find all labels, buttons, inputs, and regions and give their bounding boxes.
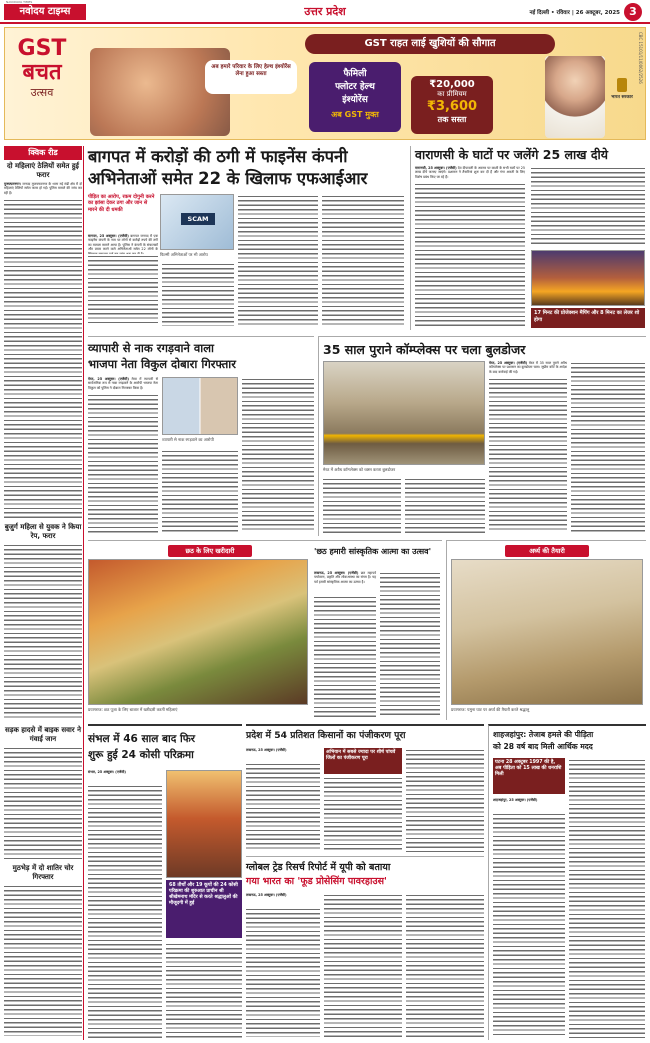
- ad-price-label: का प्रीमियम: [437, 90, 467, 98]
- emblem-icon: [617, 78, 627, 92]
- ad-tagline: GST राहत लाई खुशियों की सौगात: [305, 34, 555, 54]
- sidebar-story3-columns: [4, 746, 82, 860]
- bjp-col3: [242, 377, 314, 533]
- varanasi-box: 17 मिनट की प्रोजेक्शन मैपिंग और 8 मिनट का लेजर शो होगा: [531, 308, 645, 328]
- sidebar-story1-text: जनपद मुजफ्फरनगर के थाना नई मंडी क्षेत्र में दो महिलाएं ठेलियों समेत फरार हो गईं। पुलिस मामले की जांच कर रही है।: [4, 182, 83, 195]
- farmers-headline: प्रदेश में 54 प्रतिशत किसानों का पंजीकरण पूरा: [246, 730, 406, 741]
- sidebar-story4-headline: मुठभेड़ में दो शातिर चोर गिरफ्तार: [12, 864, 74, 881]
- ad-logo-utsav: उत्सव: [30, 86, 54, 99]
- sambhal-photo-text: 68 तीर्थों और 19 कूपों की 24 कोसी परिक्रमा की शुरुआत प्राचीन श्री श्रीखेमनाथ मंदिर से करते श्रद्धालुओं की मौजूदगी में हुई: [166, 880, 242, 938]
- story-bulldozer: [318, 336, 646, 536]
- farmers-body-intro: [246, 748, 320, 762]
- sidebar-story1-columns: [4, 198, 82, 520]
- bjp-body: मेरठ में व्यापारी से सार्वजनिक रूप से नाक रगड़वाने के आरोपी भाजपा नेता विकुल को पुलिस ने दोबारा गिरफ्तार किया है।: [88, 377, 158, 390]
- baghpat-dateline: बागपत, 25 अक्टूबर। (एजेंसी): [88, 234, 129, 238]
- global-body-intro: [246, 893, 320, 907]
- ad-family-l2: फ्लोटर हेल्थ: [335, 82, 375, 92]
- sambhal-body-intro: [88, 770, 162, 784]
- baghpat-col1: [88, 254, 158, 326]
- bjp-headline-1: व्यापारी से नाक रगड़वाने वाला: [88, 341, 214, 355]
- farmers-subhead: अभियान में सबसे ज्यादा पर शीर्ष पांचवें जिलों का पंजीकरण पूरा: [324, 748, 402, 774]
- baghpat-body: बागपत जनपद में एक फाइनेंस कंपनी के नाम पर लोगों से करोड़ों रुपये की ठगी का मामला सामने आया है। पुलिस ने कंपनी के संचालकों और प्रचार करने वाले अभिनेताओं समेत 22 लोगों के: [88, 234, 158, 252]
- baghpat-col2: [162, 262, 234, 326]
- gst-advertisement: [4, 27, 646, 140]
- bulldozer-body-intro: [489, 361, 567, 375]
- varanasi-col1: [415, 182, 525, 328]
- bulldozer-col2: [405, 477, 485, 533]
- bulldozer-caption: मेरठ में अवैध कॉम्प्लेक्स को ध्वस्त करता बुलडोजर: [323, 467, 396, 472]
- sidebar-story3-headline: सड़क हादसे में बाइक सवार ने गंवाई जान: [4, 726, 81, 743]
- ad-family-box: [309, 62, 401, 132]
- ad-code: CBC 15101/11/0062/2526: [638, 32, 643, 84]
- ad-price-box: [411, 76, 493, 134]
- varanasi-body-intro: [415, 166, 525, 180]
- ad-logo-bachat: बचत: [22, 60, 62, 85]
- bjp-caption: व्यापारी से नाक रगड़वाने का आरोपी: [162, 437, 214, 442]
- dateline: नई दिल्ली • रविवार | 26 अक्टूबर, 2025: [529, 10, 620, 16]
- ad-family-l3: इंश्योरेंस: [342, 95, 368, 105]
- ad-gst-free: अब GST मुक्त: [331, 110, 379, 119]
- masthead: [0, 0, 650, 24]
- brand-sub: NAVODAYA TIMES: [6, 0, 33, 4]
- bjp-col2: [162, 449, 238, 533]
- baghpat-col3: [238, 194, 318, 326]
- baghpat-photo: [160, 194, 234, 250]
- baghpat-body-intro: [88, 234, 158, 252]
- varanasi-body: देव दीपावली के अवसर पर काशी के सभी घाटों पर 25 लाख दीये जलाए जाएंगे। प्रशासन ने तैयारियां शुरू कर दी हैं और गंगा आरती के लिए विशेष प्रबंध किए जा रहे हैं।: [415, 166, 526, 179]
- ad-gov-emblem: [607, 78, 637, 100]
- bulldozer-body: मेरठ में 35 साल पुराने अवैध कॉम्प्लेक्स पर प्रशासन का बुलडोजर चला। सुप्रीम कोर्ट के आदेश के बाद कार्रवाई की गई।: [489, 361, 567, 374]
- farmers-dateline: लखनऊ, 25 अक्टूबर। (एजेंसी): [246, 748, 287, 752]
- story-global-trade: [246, 856, 484, 1040]
- story-varanasi: [410, 146, 646, 330]
- baghpat-caption: फिल्मी अभिनेताओं पर भी आरोप: [160, 252, 208, 257]
- global-col1: [246, 907, 320, 1037]
- ad-speech-bubble: अब हमारे परिवार के लिए हेल्थ इंश्योरेंस लेना हुआ सस्ता: [205, 60, 297, 94]
- chhath-market-photo: [88, 559, 308, 705]
- sidebar-story1-body: [4, 182, 82, 196]
- varanasi-ghat-photo: [531, 250, 645, 306]
- page-number: 3: [624, 3, 642, 21]
- bulldozer-photo: [323, 361, 485, 465]
- ad-family-l1: फैमिली: [343, 69, 367, 79]
- bjp-dateline: मेरठ, 25 अक्टूबर। (एजेंसी): [88, 377, 129, 381]
- story-farmers: [246, 724, 484, 852]
- sidebar-story2-columns: [4, 543, 82, 721]
- varanasi-dateline: वाराणसी, 25 अक्टूबर। (एजेंसी): [415, 166, 457, 170]
- ad-gov-label: भारत सरकार: [611, 95, 633, 100]
- ardhya-photo: [451, 559, 643, 705]
- global-headline-1: ग्लोबल ट्रेड रिसर्च रिपोर्ट में यूपी को बताया: [246, 862, 391, 873]
- bjp-col1: [88, 393, 158, 533]
- sambhal-photo: [166, 770, 242, 878]
- baghpat-headline-1: बागपत में करोड़ों की ठगी में फाइनेंस कंपनी: [88, 147, 348, 166]
- scam-label: SCAM: [181, 213, 215, 225]
- chhath-col2: [380, 571, 440, 717]
- farmers-col1: [246, 762, 320, 852]
- brand-logo: नवोदय टाइम्स: [4, 4, 86, 20]
- chhath-label: छठ के लिए खरीदारी: [168, 545, 252, 557]
- ad-price-tail: तक सस्ता: [437, 115, 467, 124]
- shahjahanpur-col1: [493, 812, 565, 1038]
- story-chhath: [88, 540, 442, 720]
- story-sambhal: [88, 724, 242, 1040]
- story-bjp-leader: [88, 336, 314, 536]
- story-ardhya: [446, 540, 646, 720]
- sidebar-story1-headline: दो महिलाएं ठेलियों समेत हुई फरार: [7, 162, 79, 179]
- sidebar-story2-headline: बुजुर्ग महिला से युवक ने किया रेप, फरार: [4, 523, 82, 540]
- ad-price-old: ₹20,000: [429, 79, 475, 90]
- global-col2: [324, 893, 402, 1037]
- chhath-body: छठ महापर्व पर्यावरण, प्रकृति और लोकआस्था का संगम है। यह पर्व हमारी सांस्कृतिक आत्मा का उत्सव है।: [314, 571, 377, 584]
- shahjahanpur-body-intro: [493, 798, 565, 812]
- baghpat-highlight: पीड़ित का आरोप, रकम दोगुनी करने का झांसा देकर ठगा और जान से मारने की दी धमकी: [88, 194, 155, 213]
- story-shahjahanpur: [488, 724, 646, 1040]
- quick-read-sidebar: [4, 146, 84, 1040]
- sambhal-headline-2: शुरू हुई 24 कोसी परिक्रमा: [88, 749, 194, 761]
- baghpat-col4: [322, 194, 404, 326]
- farmers-col3: [406, 748, 484, 852]
- shahjahanpur-headline-2: को 28 वर्ष बाद मिली आर्थिक मदद: [493, 742, 593, 751]
- chhath-body-intro: [314, 571, 376, 593]
- baghpat-headline-2: अभिनेताओं समेत 22 के खिलाफ एफआईआर: [88, 169, 368, 188]
- bjp-photo: [162, 377, 238, 435]
- quick-read-label: क्विक रीड: [4, 146, 82, 160]
- chhath-col1: [314, 595, 376, 717]
- sidebar-story1-dateline: मुजफ्फरनगर।: [4, 182, 21, 186]
- ad-price-new: ₹3,600: [426, 99, 478, 114]
- story-baghpat: [88, 146, 406, 330]
- shahjahanpur-col2: [569, 758, 645, 1038]
- ad-logo: [11, 36, 73, 132]
- sambhal-col1: [88, 784, 162, 1038]
- ardhya-caption: प्रयागराज: यमुना घाट पर अर्घ्य की तैयारी करते श्रद्धालु: [451, 707, 530, 712]
- sambhal-headline-1: संभल में 46 साल बाद फिर: [88, 733, 196, 745]
- bulldozer-col3: [489, 377, 567, 533]
- sambhal-dateline: संभल, 25 अक्टूबर। (एजेंसी): [88, 770, 126, 774]
- sidebar-story4-columns: [4, 884, 82, 1036]
- chhath-caption: प्रयागराज: छठ पूजा के लिए बाजार में खरीदारी करतीं महिलाएं: [88, 707, 178, 712]
- ardhya-label: अर्घ्य की तैयारी: [505, 545, 589, 557]
- sambhal-col2: [166, 942, 242, 1038]
- global-headline-2: गया भारत का 'फूड प्रोसेसिंग पावरहाउस': [246, 876, 387, 887]
- global-dateline: लखनऊ, 25 अक्टूबर। (एजेंसी): [246, 893, 287, 897]
- chhath-dateline: लखनऊ, 25 अक्टूबर। (एजेंसी): [314, 571, 359, 575]
- bulldozer-col4: [571, 361, 645, 533]
- bulldozer-dateline: मेरठ, 25 अक्टूबर। (एजेंसी): [489, 361, 528, 365]
- shahjahanpur-headline-1: शाहजहांपुर: तेजाब हमले की पीड़िता: [493, 730, 594, 739]
- global-col3: [406, 893, 484, 1037]
- bulldozer-col1: [323, 477, 401, 533]
- shahjahanpur-box: घटना 28 अक्टूबर 1997 की है, अब पीड़िता को 15 लाख की धनराशि मिली: [493, 758, 565, 794]
- section-title: उत्तर प्रदेश: [258, 3, 392, 21]
- ad-logo-gst: GST: [17, 36, 67, 61]
- ad-pm-photo: [545, 56, 605, 138]
- bjp-headline-2: भाजपा नेता विकुल दोबारा गिरफ्तार: [88, 357, 236, 371]
- bjp-body-intro: [88, 377, 158, 391]
- farmers-col2: [324, 776, 402, 852]
- chhath-quote-headline: 'छठ हमारी सांस्कृतिक आत्मा का उत्सव': [314, 547, 432, 556]
- bulldozer-headline: 35 साल पुराने कॉम्प्लेक्स पर चला बुलडोजर: [323, 342, 526, 357]
- shahjahanpur-dateline: शाहजहांपुर, 25 अक्टूबर। (एजेंसी): [493, 798, 538, 802]
- varanasi-headline: वाराणसी के घाटों पर जलेंगे 25 लाख दीये: [415, 147, 608, 162]
- varanasi-col2: [531, 166, 645, 246]
